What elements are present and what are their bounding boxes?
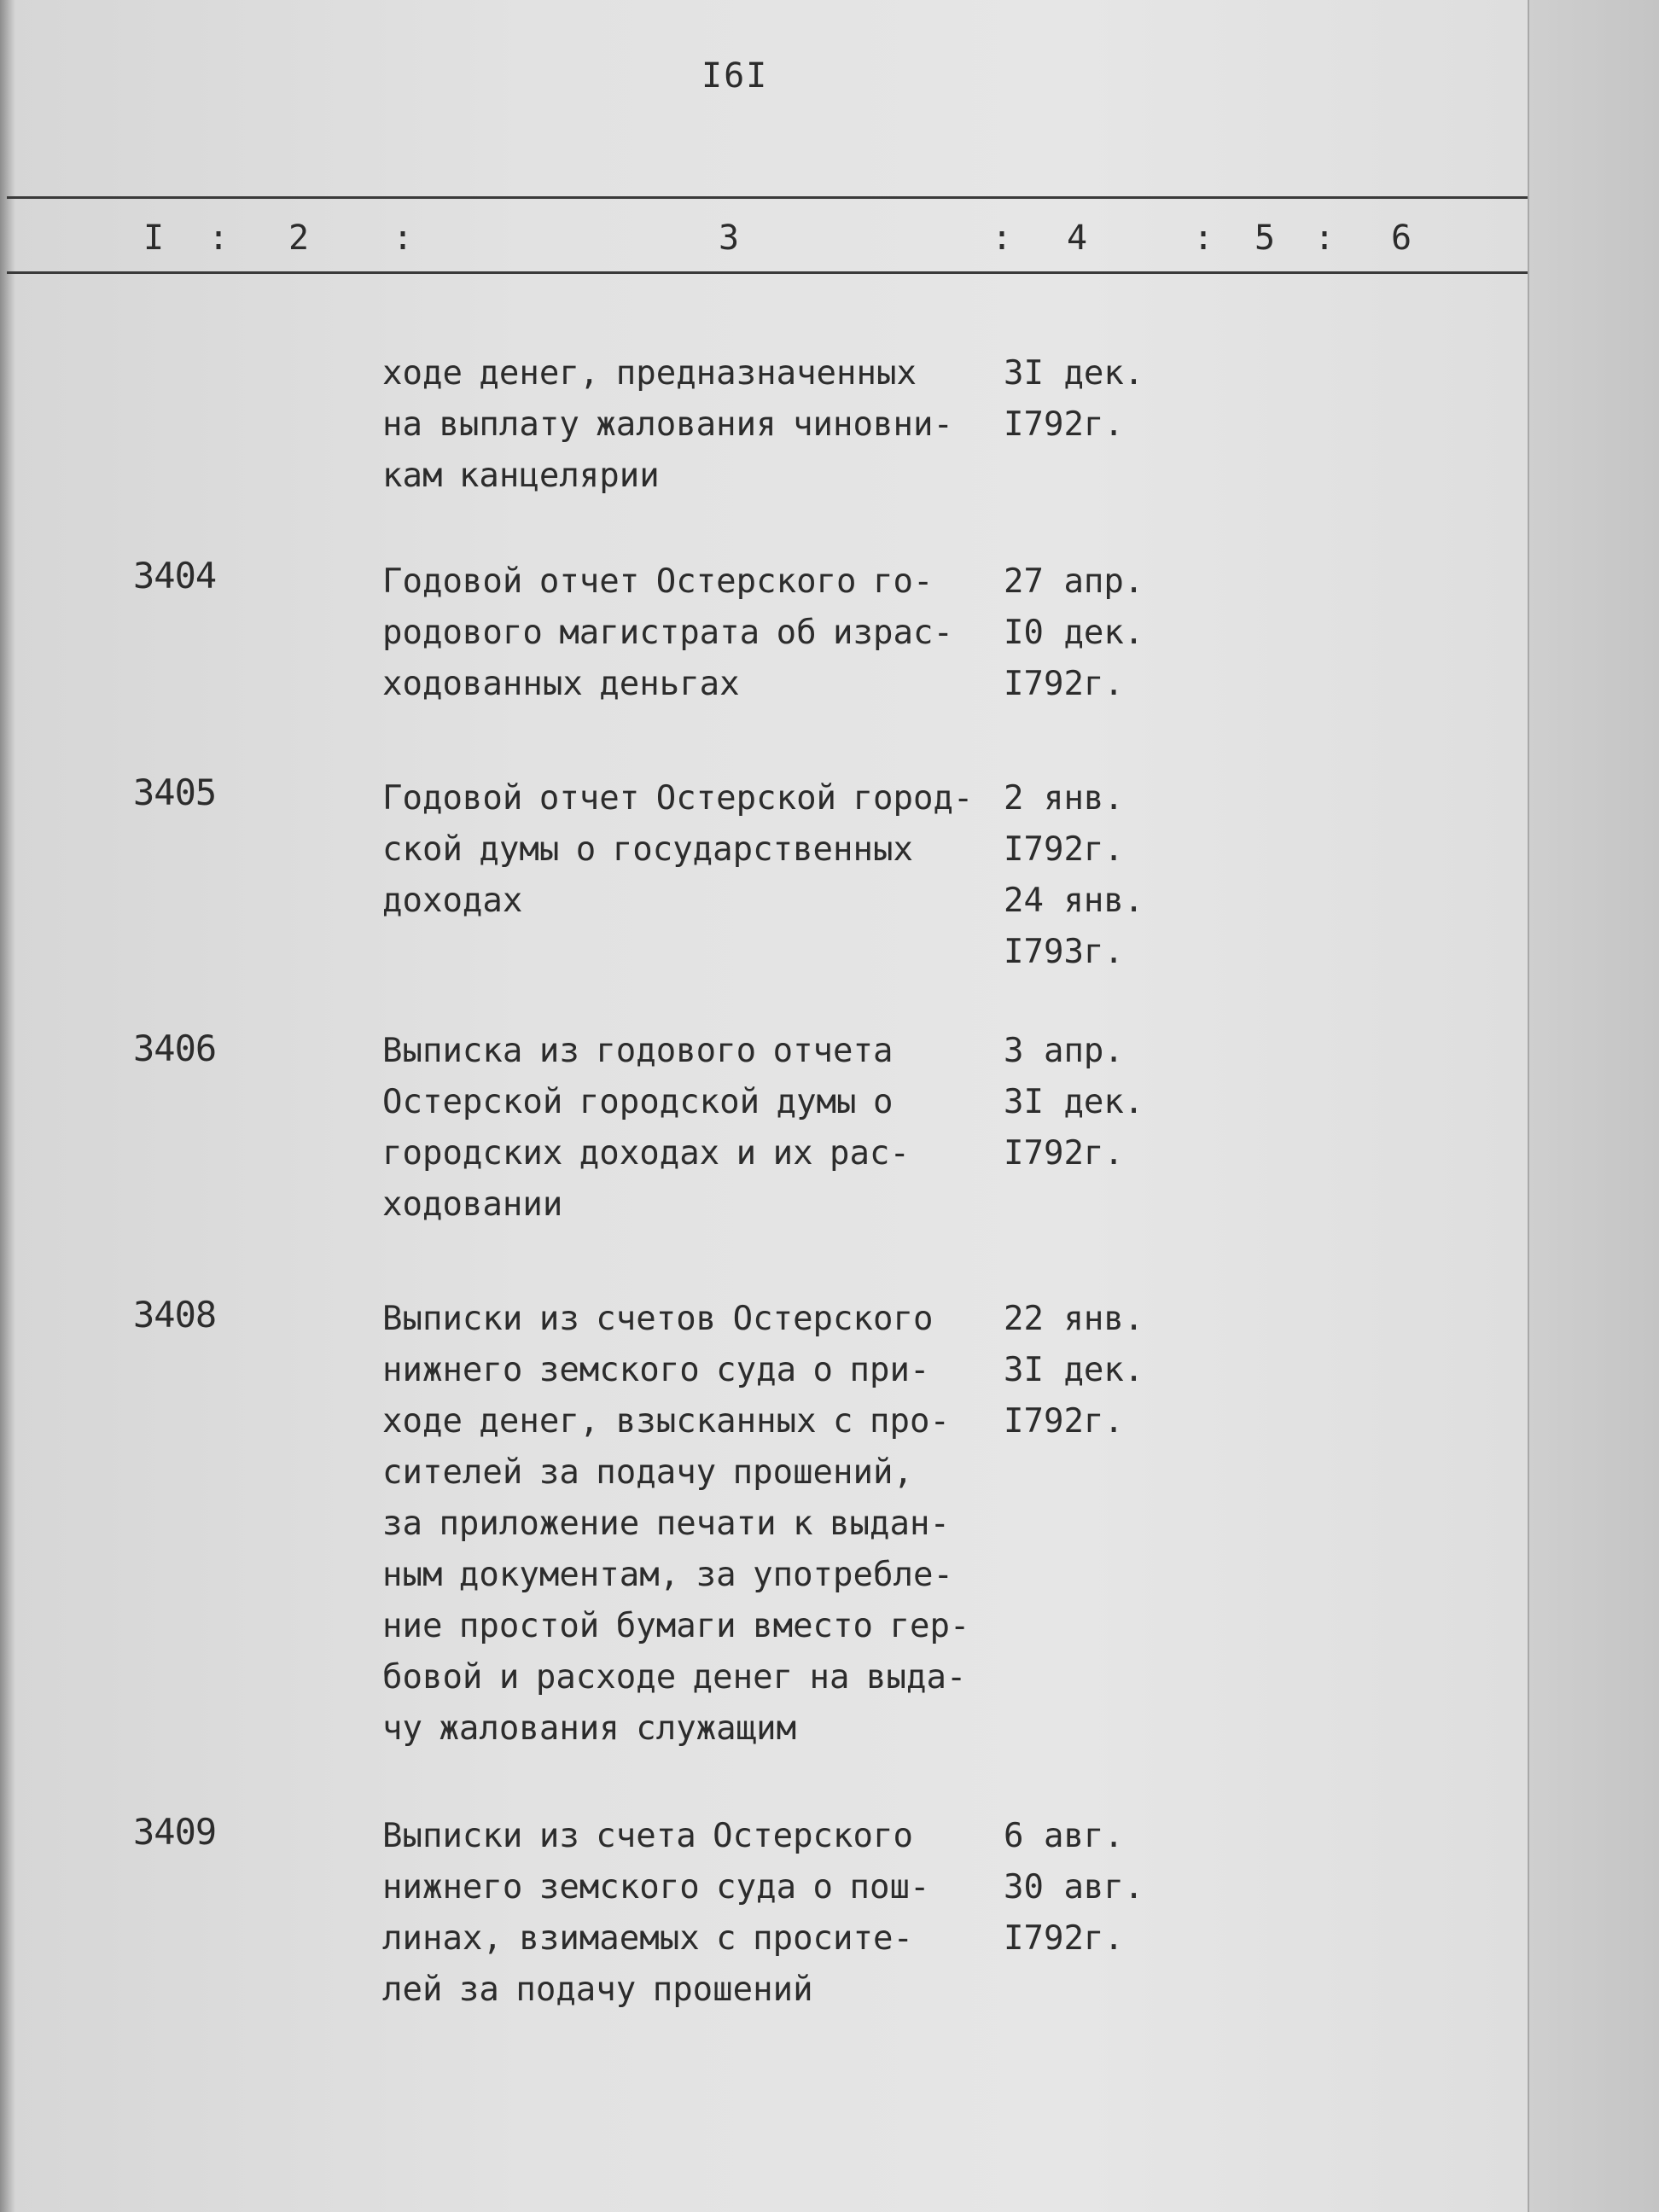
entry-description xyxy=(382,556,997,710)
text-line: нижнего земского суда о при- xyxy=(382,1351,930,1389)
entry-description xyxy=(382,348,997,502)
header-top-rule xyxy=(7,196,1528,199)
entry-dates xyxy=(1004,773,1149,978)
text-line: Выписки из счета Остерского xyxy=(382,1817,913,1855)
column-separator: : xyxy=(208,218,230,258)
entry-id: 3408 xyxy=(133,1294,217,1336)
entry-id: 3404 xyxy=(133,555,217,597)
entry-description xyxy=(382,1294,997,1755)
date-line: 24 янв. xyxy=(1004,882,1144,920)
date-line: 3 апр. xyxy=(1004,1032,1124,1070)
date-line: I793г. xyxy=(1004,933,1124,971)
text-line: ходовании xyxy=(382,1185,563,1224)
page-number: I6I xyxy=(701,56,769,96)
date-line: 27 апр. xyxy=(1004,562,1144,601)
date-line: I792г. xyxy=(1004,405,1124,444)
text-line: родового магистрата об израс- xyxy=(382,614,953,652)
page-edge-background xyxy=(1528,0,1659,2212)
entry-dates xyxy=(1004,1811,1149,1965)
text-line: ходе денег, предназначенных xyxy=(382,354,917,393)
text-line: городских доходах и их рас- xyxy=(382,1134,910,1173)
column-number-3: 3 xyxy=(719,218,740,258)
date-line: I792г. xyxy=(1004,830,1124,869)
text-line: ходованных деньгах xyxy=(382,665,740,703)
column-number-1: I xyxy=(143,218,165,258)
entry-dates xyxy=(1004,348,1149,451)
column-number-4: 4 xyxy=(1067,218,1088,258)
text-line: лей за подачу прошений xyxy=(382,1970,813,2009)
date-line: I792г. xyxy=(1004,1402,1124,1441)
text-line: ходе денег, взысканных с про- xyxy=(382,1402,950,1441)
text-line: Выписка из годового отчета xyxy=(382,1032,894,1070)
date-line: I792г. xyxy=(1004,1134,1124,1173)
date-line: 3I дек. xyxy=(1004,354,1144,393)
text-line: доходах xyxy=(382,882,523,920)
date-line: I792г. xyxy=(1004,665,1124,703)
text-line: чу жалования служащим xyxy=(382,1709,797,1748)
date-line: 3I дек. xyxy=(1004,1351,1144,1389)
text-line: линах, взимаемых с просите- xyxy=(382,1919,913,1958)
entry-dates xyxy=(1004,556,1149,710)
entry-id: 3409 xyxy=(133,1811,217,1853)
column-separator: : xyxy=(1314,218,1336,258)
column-separator: : xyxy=(992,218,1013,258)
text-line: ным документам, за употребле- xyxy=(382,1556,953,1594)
column-number-6: 6 xyxy=(1391,218,1412,258)
date-line: 22 янв. xyxy=(1004,1300,1144,1338)
text-line: сителей за подачу прошений, xyxy=(382,1453,913,1492)
entry-id: 3405 xyxy=(133,771,217,813)
text-line: кам канцелярии xyxy=(382,457,660,495)
text-line: Годовой отчет Остерской город- xyxy=(382,779,974,818)
entry-description xyxy=(382,1026,997,1231)
date-line: 30 авг. xyxy=(1004,1868,1144,1906)
text-line: Годовой отчет Остерского го- xyxy=(382,562,934,601)
date-line: I0 дек. xyxy=(1004,614,1144,652)
text-line: Остерской городской думы о xyxy=(382,1083,894,1121)
text-line: нижнего земского суда о пош- xyxy=(382,1868,930,1906)
text-line: бовой и расходе денег на выда- xyxy=(382,1658,967,1697)
date-line: I792г. xyxy=(1004,1919,1124,1958)
column-number-2: 2 xyxy=(288,218,310,258)
text-line: ской думы о государственных xyxy=(382,830,913,869)
header-bottom-rule xyxy=(7,271,1528,274)
entry-description xyxy=(382,1811,997,2016)
entry-dates xyxy=(1004,1026,1149,1179)
date-line: 6 авг. xyxy=(1004,1817,1124,1855)
date-line: 2 янв. xyxy=(1004,779,1124,818)
text-line: за приложение печати к выдан- xyxy=(382,1505,950,1543)
column-number-5: 5 xyxy=(1254,218,1276,258)
column-separator: : xyxy=(1193,218,1214,258)
date-line: 3I дек. xyxy=(1004,1083,1144,1121)
page-left-shadow xyxy=(0,0,15,2212)
text-line: Выписки из счетов Остерского xyxy=(382,1300,934,1338)
entry-description xyxy=(382,773,997,927)
text-line: на выплату жалования чиновни- xyxy=(382,405,953,444)
entry-dates xyxy=(1004,1294,1149,1447)
entry-id: 3406 xyxy=(133,1027,217,1069)
column-separator: : xyxy=(393,218,414,258)
text-line: ние простой бумаги вместо гер- xyxy=(382,1607,970,1645)
